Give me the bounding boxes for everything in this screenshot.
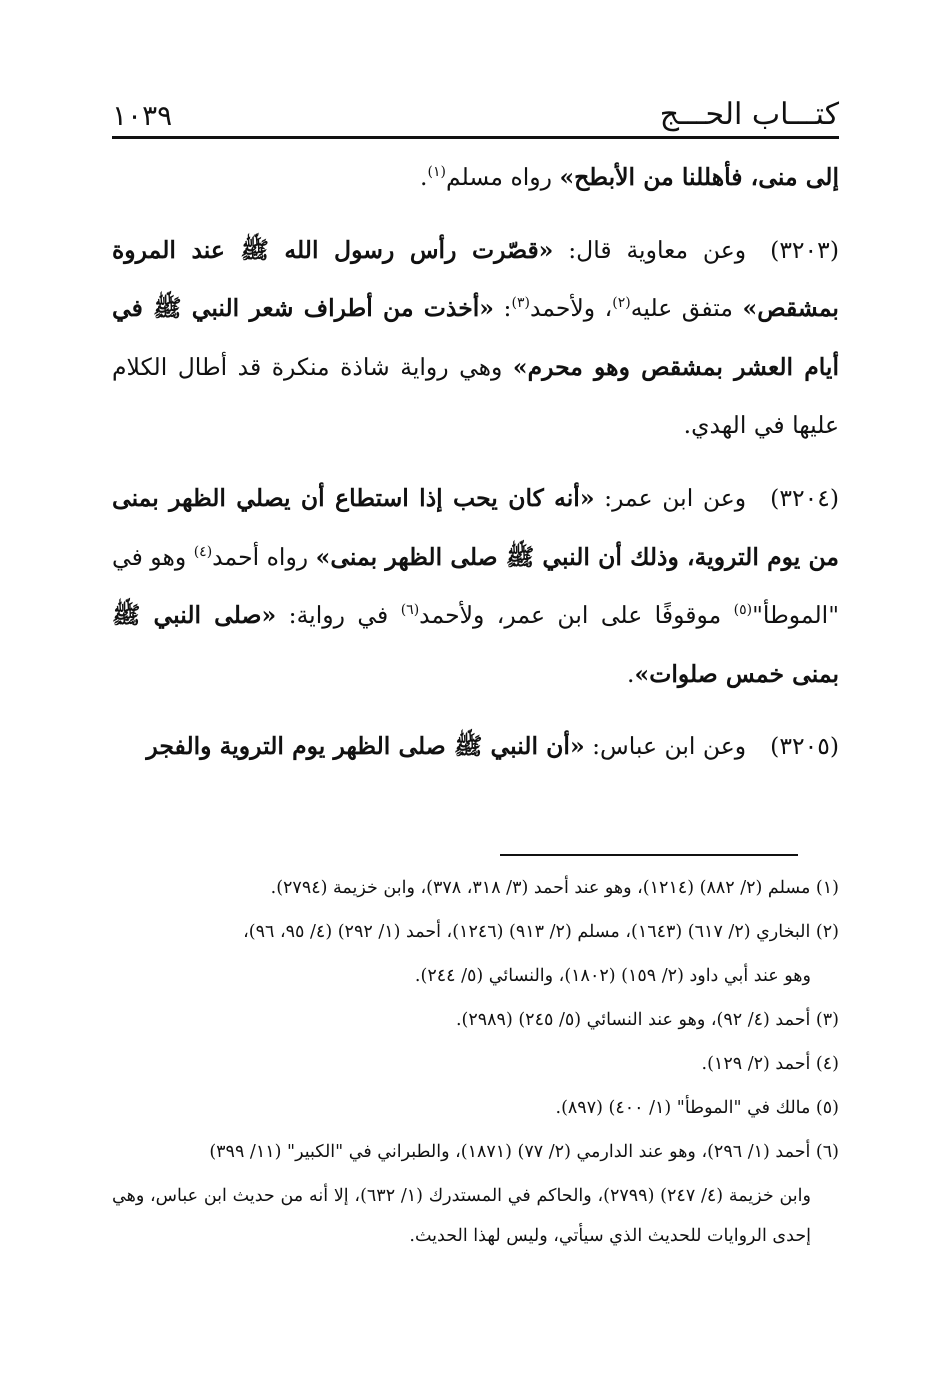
hadith-quote: «أخذت من أطراف شعر النبي ﷺ في أيام العشر بمشقص وهو محرم» (112, 294, 839, 381)
hadith-quote: إلى منى، فأهللنا من الأبطح» (559, 163, 839, 191)
footnote-2-continuation: وهو عند أبي داود (٢/ ١٥٩) (١٨٠٢)، والنسائي (٥/ ٢٤٤). (414, 966, 811, 986)
hadith-number: (٣٢٠٤) (770, 483, 839, 512)
footnote-2: (٢) البخاري (٢/ ٦١٧) (١٦٤٣)، مسلم (٢/ ٩١٣) (١٢٤٦)، أحمد (١/ ٢٩٢) (٤/ ٩٥، ٩٦)، (243, 922, 839, 942)
hadith-3203 (112, 221, 839, 455)
narrator-text: وعن ابن عباس: (584, 732, 747, 761)
chapter-title: كتـــاب الحـــج (659, 97, 839, 132)
citation-text: ، ولأحمد (529, 294, 613, 323)
footnote-1: (١) مسلم (٢/ ٨٨٢) (١٢١٤)، وهو عند أحمد (٣/ ٣١٨، ٣٧٨)، وابن خزيمة (٢٧٩٤). (270, 878, 839, 898)
hadith-quote: «أنه كان يحب إذا استطاع أن يصلي الظهر بمنى من يوم التروية، وذلك أن النبي ﷺ صلى الظهر بمنى» (112, 483, 839, 571)
page-header (112, 86, 839, 139)
hadith-quote: «صلى النبي ﷺ بمنى خمس صلوات» (112, 601, 839, 688)
footnote-ref: (٢) (612, 295, 631, 312)
footnote-ref: (٤) (193, 543, 213, 560)
punctuation: : (494, 294, 512, 323)
citation-text: رواه أحمد (212, 542, 316, 571)
citation-text: رواه مسلم (446, 163, 560, 191)
footnote-ref: (٥) (733, 602, 753, 619)
hadith-quote: «أن النبي ﷺ صلى الظهر يوم التروية والفجر (146, 732, 585, 761)
citation-text: وهو في "الموطأ" (112, 542, 840, 630)
footnote-ref: (٣) (511, 295, 530, 312)
narrator-text: وعن ابن عمر: (594, 483, 747, 512)
hadith-quote: «قصّرت رأس رسول الله ﷺ عند المروة بمشقص» (112, 235, 839, 323)
footnote-6: (٦) أحمد (١/ ٢٩٦)، وهو عند الدارمي (٢/ ٧٧) (١٨٧١)، والطبراني في "الكبير" (١١/ ٣٩٩) (209, 1142, 839, 1162)
footnote-divider (500, 854, 798, 856)
narrator-text: وعن معاوية قال: (553, 235, 747, 264)
citation-text: متفق عليه (630, 294, 743, 323)
citation-text: في رواية: (276, 601, 401, 630)
punctuation: . (627, 659, 635, 688)
page-number: ١٠٣٩ (112, 99, 173, 132)
hadith-number: (٣٢٠٣) (770, 235, 839, 264)
citation-text: موقوفًا على ابن عمر، ولأحمد (419, 601, 734, 630)
footnote-4: (٤) أحمد (٢/ ١٢٩). (701, 1054, 839, 1074)
footnote-ref: (١) (427, 164, 446, 181)
hadith-number: (٣٢٠٥) (770, 732, 839, 761)
footnote-ref: (٦) (400, 602, 420, 619)
hadith-3205 (112, 717, 839, 776)
commentary-text: وهي رواية شاذة منكرة قد أطال الكلام عليها في الهدي. (112, 352, 839, 440)
paragraph-continuation (112, 148, 839, 207)
hadith-3204 (112, 469, 839, 703)
footnote-5: (٥) مالك في "الموطأ" (١/ ٤٠٠) (٨٩٧). (555, 1098, 839, 1118)
main-text (112, 148, 839, 790)
footnotes (112, 868, 839, 1260)
footnote-6-continuation: وابن خزيمة (٤/ ٢٤٧) (٢٧٩٩)، والحاكم في المستدرك (١/ ٦٣٢)، إلا أنه من حديث ابن عباس، وهي إحدى الروايات للحديث الذي سيأتي، وليس لهذا الحديث. (112, 1186, 811, 1246)
punctuation: . (420, 163, 428, 191)
footnote-3: (٣) أحمد (٤/ ٩٢)، وهو عند النسائي (٥/ ٢٤٥) (٢٩٨٩). (455, 1010, 839, 1030)
